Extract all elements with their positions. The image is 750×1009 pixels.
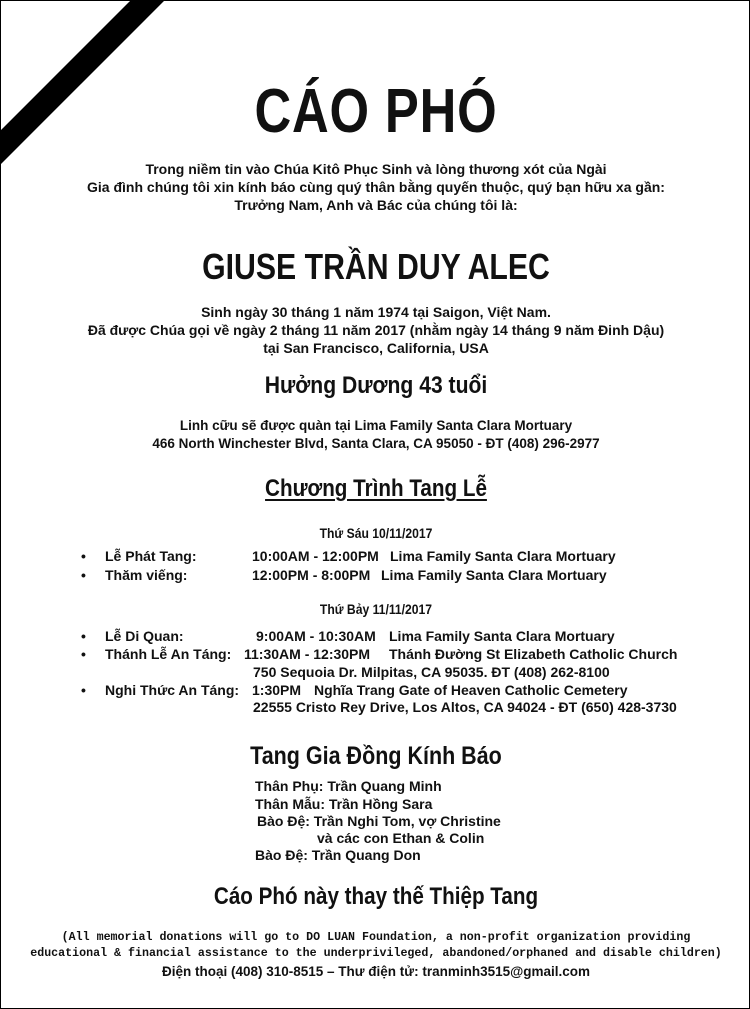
- mortuary-address: 466 North Winchester Blvd, Santa Clara, CA 95050 - ĐT (408) 296-2977: [152, 436, 600, 451]
- event-time: 11:30AM - 12:30PM: [244, 646, 371, 662]
- event-time: 12:00PM - 8:00PM: [252, 567, 371, 583]
- replacement-note: Cáo Phó này thay thế Thiệp Tang: [213, 883, 539, 910]
- event-place: Thánh Đường St Elizabeth Catholic Church: [389, 646, 678, 662]
- intro-line: Trong niềm tin vào Chúa Kitô Phục Sinh và lòng thương xót của Ngài: [145, 161, 607, 177]
- event-address: 750 Sequoia Dr. Milpitas, CA 95035. ĐT (408) 262-8100: [253, 664, 610, 680]
- day-heading: Thứ Bảy 11/11/2017: [319, 602, 433, 617]
- event-time: 9:00AM - 10:30AM: [256, 628, 376, 644]
- intro-line: Gia đình chúng tôi xin kính báo cùng quý thân bằng quyến thuộc, quý bạn hữu xa gần:: [87, 179, 665, 195]
- event-place: Nghĩa Trang Gate of Heaven Catholic Cemetery: [314, 682, 628, 698]
- family-member: Bào Đệ: Trần Nghi Tom, vợ Christine: [257, 813, 501, 829]
- birth-death-info: [1, 303, 750, 357]
- event-time: 10:00AM - 12:00PM: [252, 548, 379, 564]
- family-member: Thân Phụ: Trần Quang Minh: [255, 778, 442, 794]
- donation-note: [12, 929, 740, 961]
- intro-text: [1, 160, 750, 214]
- donation-line: (All memorial donations will go to DO LUAN Foundation, a non-profit organization providing: [61, 930, 691, 944]
- event-name: Thánh Lễ An Táng:: [105, 646, 232, 662]
- bullet-icon: •: [81, 548, 86, 564]
- program-heading: [54, 473, 699, 505]
- family-member: Bào Đệ: Trần Quang Don: [255, 847, 421, 863]
- family-member: Thân Mẫu: Trần Hồng Sara: [255, 796, 433, 812]
- bullet-icon: •: [81, 682, 86, 698]
- event-time: 1:30PM: [252, 682, 302, 698]
- family-heading: Tang Gia Đồng Kính Báo: [250, 742, 502, 770]
- death-line: Đã được Chúa gọi về ngày 2 tháng 11 năm 2017 (nhằm ngày 14 tháng 9 năm Đinh Dậu): [87, 322, 665, 338]
- deceased-name: GIUSE TRẦN DUY ALEC: [202, 246, 550, 287]
- family-member-children: và các con Ethan & Colin: [317, 830, 485, 846]
- event-name: Thăm viếng:: [105, 567, 188, 583]
- death-place-line: tại San Francisco, California, USA: [263, 340, 489, 356]
- donation-line: educational & financial assistance to the underprivileged, abandoned/orphaned and disable children): [30, 946, 722, 960]
- event-name: Lễ Di Quan:: [105, 628, 184, 644]
- program-heading-text: Chương Trình Tang Lễ: [265, 475, 487, 502]
- event-place: Lima Family Santa Clara Mortuary: [390, 548, 616, 564]
- mortuary-line: Linh cữu sẽ được quàn tại Lima Family Santa Clara Mortuary: [179, 418, 573, 433]
- bullet-icon: •: [81, 628, 86, 644]
- event-name: Lễ Phát Tang:: [105, 548, 197, 564]
- intro-line: Trưởng Nam, Anh và Bác của chúng tôi là:: [234, 197, 518, 213]
- event-name: Nghi Thức An Táng:: [105, 682, 240, 698]
- bullet-icon: •: [81, 567, 86, 583]
- day-heading: Thứ Sáu 10/11/2017: [319, 526, 433, 541]
- age-heading: Hưởng Dương 43 tuổi: [264, 372, 488, 399]
- contact-info: Điện thoại (408) 310-8515 – Thư điện tử: tranminh3515@gmail.com: [161, 964, 591, 979]
- event-place: Lima Family Santa Clara Mortuary: [389, 628, 615, 644]
- bullet-icon: •: [81, 646, 86, 662]
- page-title: CÁO PHÓ: [254, 77, 498, 146]
- mortuary-info: [1, 417, 750, 453]
- event-place: Lima Family Santa Clara Mortuary: [381, 567, 607, 583]
- birth-line: Sinh ngày 30 tháng 1 năm 1974 tại Saigon, Việt Nam.: [201, 304, 551, 320]
- event-address: 22555 Cristo Rey Drive, Los Altos, CA 94024 - ĐT (650) 428-3730: [253, 699, 677, 715]
